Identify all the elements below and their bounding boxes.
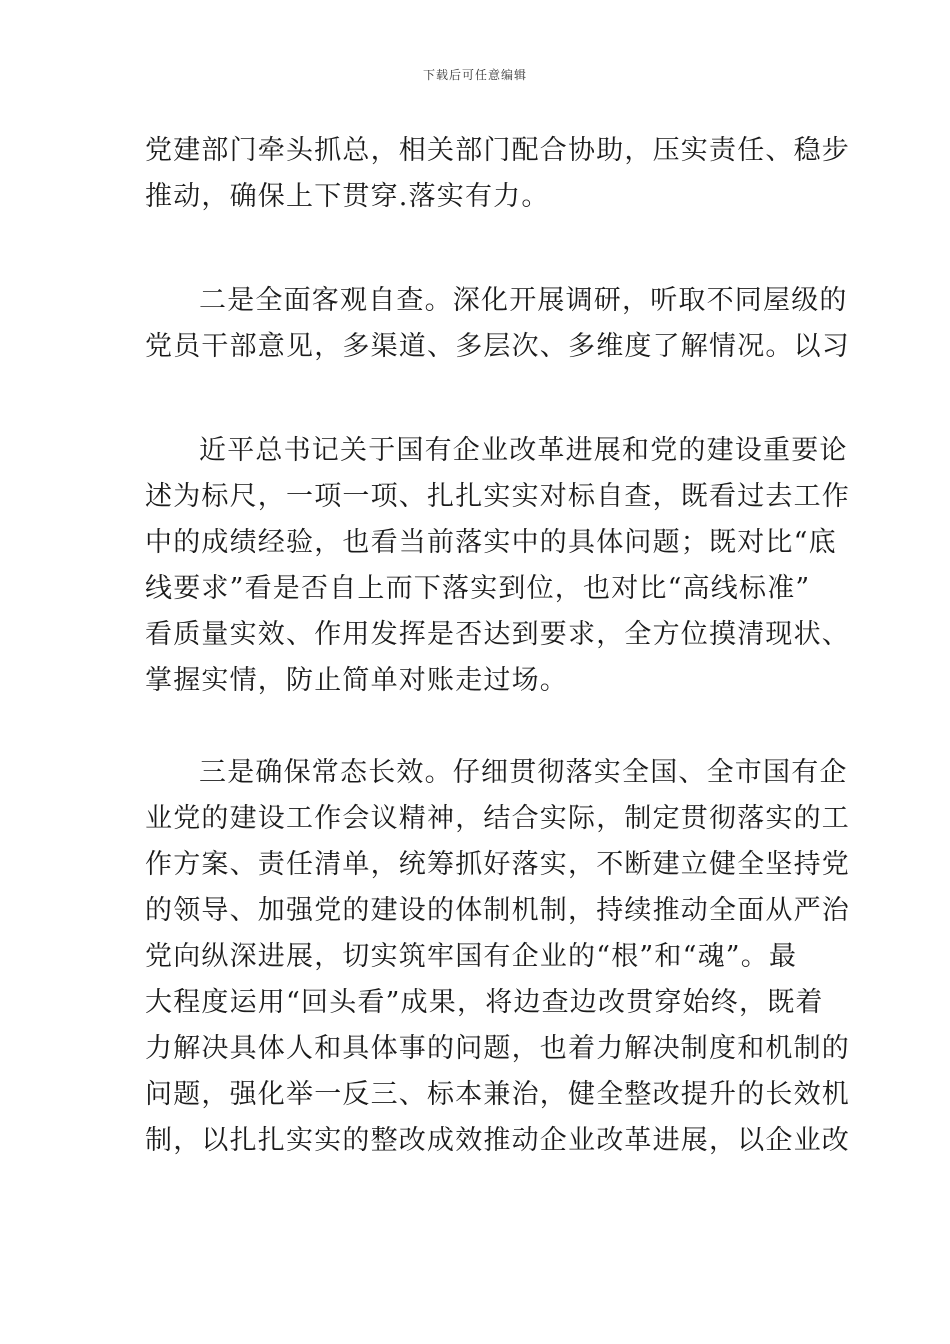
text-line: 党员干部意见，多渠道、多层次、多维度了解情况。以习 (145, 331, 850, 362)
text-line: 党建部门牵头抓总，相关部门配合协助，压实责任、稳步 (145, 135, 850, 166)
text-line: 推动，确保上下贯穿.落实有力。 (145, 181, 550, 212)
text-line: 二是全面客观自查。深化开展调研，听取不同屋级的 (199, 285, 848, 316)
paragraph-continuation (145, 128, 850, 220)
text-line: 近平总书记关于国有企业改革进展和党的建设重要论 (199, 435, 848, 466)
text-line: 制，以扎扎实实的整改成效推动企业改革进展，以企业改 (145, 1125, 850, 1156)
text-line: 掌握实情，防止简单对账走过场。 (145, 665, 568, 696)
paragraph-long-term (145, 750, 850, 1164)
paragraph-benchmark (145, 428, 850, 704)
text-line: 力解决具体人和具体事的问题，也着力解决制度和机制的 (145, 1033, 850, 1064)
text-line: 线要求”看是否自上而下落实到位，也对比“高线标准” (145, 573, 811, 604)
text-line: 党向纵深进展，切实筑牢国有企业的“根”和“魂”。最 (145, 941, 798, 972)
text-line: 大程度运用“回头看”成果，将边查边改贯穿始终，既着 (145, 987, 824, 1018)
text-line: 问题，强化举一反三、标本兼治，健全整改提升的长效机 (145, 1079, 850, 1110)
text-line: 作方案、责任清单，统筹抓好落实，不断建立健全坚持党 (145, 849, 850, 880)
text-line: 业党的建设工作会议精神，结合实际，制定贯彻落实的工 (145, 803, 850, 834)
header-note: 下载后可任意编辑 (422, 68, 527, 82)
text-line: 的领导、加强党的建设的体制机制，持续推动全面从严治 (145, 895, 850, 926)
text-line: 述为标尺，一项一项、扎扎实实对标自查，既看过去工作 (145, 481, 850, 512)
text-line: 看质量实效、作用发挥是否达到要求，全方位摸清现状、 (145, 619, 850, 650)
text-line: 三是确保常态长效。仔细贯彻落实全国、全市国有企 (199, 757, 848, 788)
paragraph-self-inspection (145, 278, 850, 370)
text-line: 中的成绩经验，也看当前落实中的具体问题；既对比“底 (145, 527, 837, 558)
